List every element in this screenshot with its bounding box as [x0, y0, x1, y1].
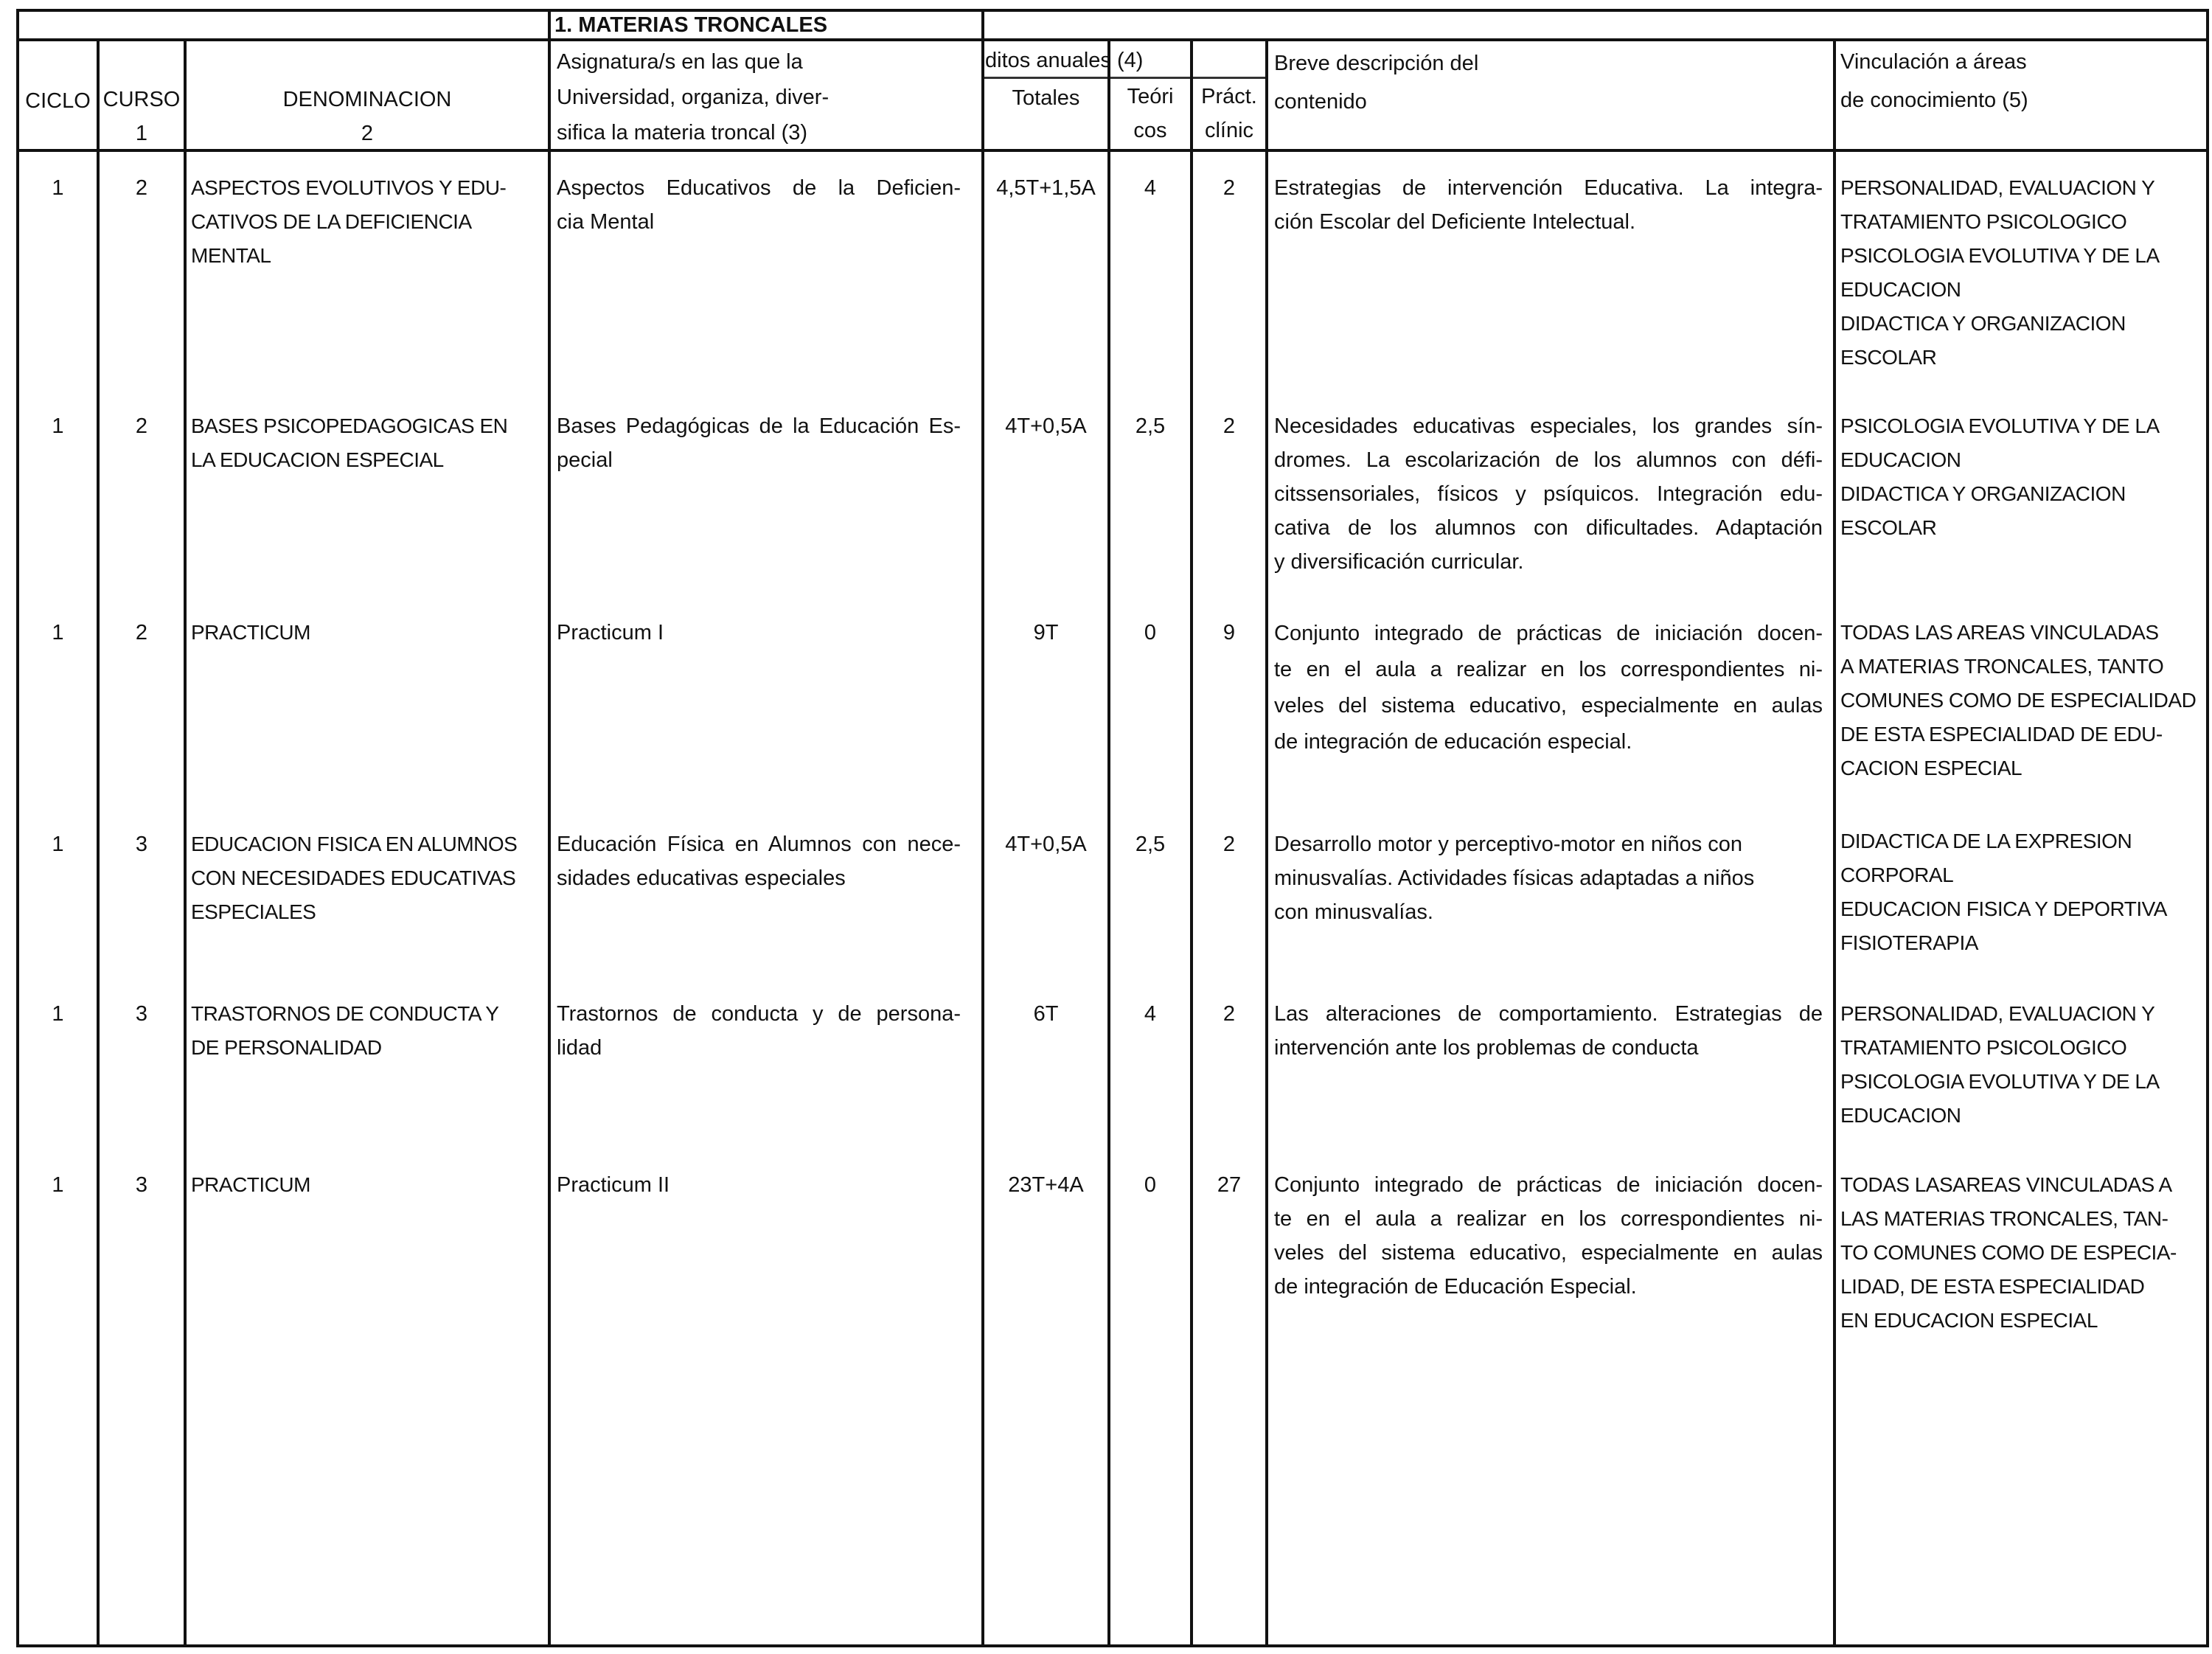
cell-totales: 4,5T+1,5A	[996, 176, 1096, 200]
col-rule-denominacion	[548, 9, 551, 1647]
header-totales-label: Totales	[1012, 86, 1080, 110]
cell-totales: 4T+0,5A	[1005, 833, 1087, 856]
text-line: DIDACTICA Y ORGANIZACION	[1840, 482, 2126, 505]
text-line: ESCOLAR	[1840, 516, 1937, 539]
cell-teoricos: 4	[1144, 1002, 1157, 1026]
text-line: citssensoriales, físicos y psíquicos. Integración edu-	[1274, 482, 1823, 506]
title-rule	[16, 38, 2209, 41]
cell-denominacion	[191, 171, 545, 273]
cell-practicos: 27	[1217, 1173, 1242, 1197]
cell-teoricos: 2,5	[1135, 833, 1166, 856]
text-line: EDUCACION	[1840, 1104, 1961, 1127]
cell-descripcion	[1274, 616, 1823, 760]
text-line: TRATAMIENTO PSICOLOGICO	[1840, 210, 2127, 233]
cell-practicos: 2	[1222, 176, 1236, 200]
cell-curso: 3	[135, 1002, 148, 1026]
cell-teoricos: 0	[1144, 621, 1157, 644]
header-creditos-label: ditos anuales (4)	[985, 49, 1144, 72]
cell-vinculacion	[1840, 171, 2206, 375]
text-line: veles del sistema educativo, especialmente en aulas	[1274, 694, 1823, 717]
header-vinculacion	[1840, 43, 2202, 119]
cell-asignatura	[557, 827, 961, 895]
text-line: cativa de los alumnos con dificultades. Adaptación	[1274, 516, 1823, 540]
text-line: LIDAD, DE ESTA ESPECIALIDAD	[1840, 1275, 2145, 1298]
text-line: PERSONALIDAD, EVALUACION Y	[1840, 1002, 2155, 1025]
cell-denominacion	[191, 1168, 545, 1202]
text-line: CON NECESIDADES EDUCATIVAS	[191, 866, 516, 889]
cell-practicos: 2	[1222, 833, 1236, 856]
text-line: PERSONALIDAD, EVALUACION Y	[1840, 176, 2155, 199]
cell-descripcion	[1274, 827, 1823, 929]
header-asignatura-line: Universidad, organiza, diver-	[557, 86, 830, 109]
text-line: CATIVOS DE LA DEFICIENCIA	[191, 210, 472, 233]
text-line: ción Escolar del Deficiente Intelectual.	[1274, 210, 1636, 234]
text-line: Necesidades educativas especiales, los grandes sín-	[1274, 414, 1823, 438]
text-line: PSICOLOGIA EVOLUTIVA Y DE LA	[1840, 244, 2160, 267]
text-line: A MATERIAS TRONCALES, TANTO	[1840, 655, 2164, 678]
text-line: EDUCACION FISICA Y DEPORTIVA	[1840, 897, 2167, 920]
header-teoricos-line: Teóri	[1127, 85, 1174, 108]
text-line: BASES PSICOPEDAGOGICAS EN	[191, 414, 508, 437]
text-line: DE PERSONALIDAD	[191, 1036, 382, 1059]
text-line: y diversificación curricular.	[1274, 550, 1524, 574]
cell-totales: 23T+4A	[1008, 1173, 1084, 1197]
text-line: Bases Pedagógicas de la Educación Es-	[557, 414, 961, 438]
text-line: Educación Física en Alumnos con nece-	[557, 833, 961, 856]
cell-teoricos: 2,5	[1135, 414, 1166, 438]
header-denominacion	[187, 83, 548, 150]
text-line: EN EDUCACION ESPECIAL	[1840, 1309, 2098, 1332]
header-ciclo-label: CICLO	[25, 89, 91, 113]
text-line: EDUCACION FISICA EN ALUMNOS	[191, 833, 518, 855]
text-line: CACION ESPECIAL	[1840, 757, 2023, 779]
section-title: 1. MATERIAS TRONCALES	[554, 13, 828, 37]
text-line: COMUNES COMO DE ESPECIALIDAD	[1840, 689, 2197, 712]
header-descripcion	[1274, 44, 1827, 121]
text-line: dromes. La escolarización de los alumnos con défi-	[1274, 448, 1823, 472]
cell-curso: 2	[135, 414, 148, 438]
text-line: te en el aula a realizar en los correspondientes ni-	[1274, 658, 1823, 681]
text-line: LAS MATERIAS TRONCALES, TAN-	[1840, 1207, 2168, 1230]
cell-practicos: 2	[1222, 1002, 1236, 1026]
header-practicos	[1193, 80, 1265, 147]
text-line: te en el aula a realizar en los correspondientes ni-	[1274, 1207, 1823, 1231]
header-practicos-line: Práct.	[1201, 85, 1257, 108]
text-line: Las alteraciones de comportamiento. Estrategias de	[1274, 1002, 1823, 1026]
text-line: CORPORAL	[1840, 864, 1954, 886]
header-asignatura-line: Asignatura/s en las que la	[557, 50, 803, 74]
header-teoricos	[1110, 80, 1190, 147]
header-curso-number: 1	[135, 122, 148, 145]
credits-subrule	[984, 77, 1267, 79]
header-vinculacion-line: de conocimiento (5)	[1840, 88, 2028, 112]
text-line: pecial	[557, 448, 613, 472]
text-line: ESPECIALES	[191, 900, 316, 923]
cell-descripcion	[1274, 171, 1823, 239]
col-rule-descripcion	[1833, 40, 1836, 1647]
header-ciclo	[19, 83, 97, 119]
cell-denominacion	[191, 616, 545, 650]
text-line: ESCOLAR	[1840, 346, 1937, 369]
text-line: intervención ante los problemas de conducta	[1274, 1036, 1699, 1060]
cell-asignatura	[557, 409, 961, 477]
col-rule-practicos	[1265, 40, 1268, 1647]
text-line: TODAS LASAREAS VINCULADAS A	[1840, 1173, 2172, 1196]
cell-denominacion	[191, 409, 545, 477]
cell-totales: 4T+0,5A	[1005, 414, 1087, 438]
cell-asignatura	[557, 616, 961, 650]
text-line: Practicum II	[557, 1173, 670, 1197]
header-vinculacion-line: Vinculación a áreas	[1840, 50, 2027, 74]
text-line: TODAS LAS AREAS VINCULADAS	[1840, 621, 2159, 644]
cell-totales: 9T	[1033, 621, 1059, 644]
cell-ciclo: 1	[52, 1173, 64, 1197]
text-line: TRATAMIENTO PSICOLOGICO	[1840, 1036, 2127, 1059]
cell-ciclo: 1	[52, 833, 64, 856]
cell-descripcion	[1274, 409, 1823, 579]
text-line: PRACTICUM	[191, 621, 310, 644]
text-line: DE ESTA ESPECIALIDAD DE EDU-	[1840, 723, 2163, 746]
header-asignatura	[557, 44, 977, 150]
cell-asignatura	[557, 171, 961, 239]
cell-denominacion	[191, 827, 545, 929]
text-line: FISIOTERAPIA	[1840, 931, 1978, 954]
text-line: veles del sistema educativo, especialmente en aulas	[1274, 1241, 1823, 1265]
header-teoricos-line: cos	[1133, 119, 1167, 142]
text-line: con minusvalías.	[1274, 900, 1433, 924]
text-line: de integración de educación especial.	[1274, 730, 1632, 754]
cell-ciclo: 1	[52, 414, 64, 438]
cell-curso: 3	[135, 1173, 148, 1197]
cell-vinculacion	[1840, 1168, 2206, 1338]
cell-vinculacion	[1840, 997, 2206, 1133]
text-line: de integración de Educación Especial.	[1274, 1275, 1637, 1299]
cell-asignatura	[557, 1168, 961, 1202]
cell-ciclo: 1	[52, 1002, 64, 1026]
header-denominacion-number: 2	[361, 122, 374, 145]
cell-descripcion	[1274, 1168, 1823, 1304]
cell-practicos: 9	[1222, 621, 1236, 644]
cell-teoricos: 4	[1144, 176, 1157, 200]
text-line: Desarrollo motor y perceptivo-motor en niños con	[1274, 833, 1743, 856]
cell-curso: 2	[135, 176, 148, 200]
text-line: ASPECTOS EVOLUTIVOS Y EDU-	[191, 176, 507, 199]
text-line: PSICOLOGIA EVOLUTIVA Y DE LA	[1840, 414, 2160, 437]
text-line: Conjunto integrado de prácticas de iniciación docen-	[1274, 622, 1823, 645]
cell-curso: 2	[135, 621, 148, 644]
header-practicos-line: clínic	[1204, 119, 1254, 142]
text-line: Conjunto integrado de prácticas de iniciación docen-	[1274, 1173, 1823, 1197]
cell-ciclo: 1	[52, 621, 64, 644]
text-line: DIDACTICA DE LA EXPRESION	[1840, 830, 2132, 852]
text-line: cia Mental	[557, 210, 655, 234]
header-totales	[984, 80, 1107, 117]
text-line: EDUCACION	[1840, 448, 1961, 471]
cell-totales: 6T	[1033, 1002, 1059, 1026]
header-descripcion-line: contenido	[1274, 90, 1367, 114]
header-creditos-anuales	[985, 44, 1265, 77]
text-line: Trastornos de conducta y de persona-	[557, 1002, 961, 1026]
cell-practicos: 2	[1222, 414, 1236, 438]
text-line: Aspectos Educativos de la Deficien-	[557, 176, 961, 200]
header-denominacion-label: DENOMINACION	[282, 88, 452, 111]
text-line: EDUCACION	[1840, 278, 1961, 301]
text-line: lidad	[557, 1036, 602, 1060]
text-line: MENTAL	[191, 244, 271, 267]
cell-teoricos: 0	[1144, 1173, 1157, 1197]
header-descripcion-line: Breve descripción del	[1274, 52, 1479, 75]
header-curso-label: CURSO	[102, 88, 181, 111]
cell-vinculacion	[1840, 409, 2206, 545]
cell-vinculacion	[1840, 616, 2206, 785]
text-line: DIDACTICA Y ORGANIZACION	[1840, 312, 2126, 335]
text-line: TO COMUNES COMO DE ESPECIA-	[1840, 1241, 2177, 1264]
text-line: Practicum I	[557, 621, 664, 644]
cell-denominacion	[191, 997, 545, 1065]
cell-asignatura	[557, 997, 961, 1065]
text-line: LA EDUCACION ESPECIAL	[191, 448, 444, 471]
header-curso	[100, 83, 184, 150]
text-line: PSICOLOGIA EVOLUTIVA Y DE LA	[1840, 1070, 2160, 1093]
cell-curso: 3	[135, 833, 148, 856]
header-asignatura-line: sifica la materia troncal (3)	[557, 121, 808, 145]
col-rule-curso	[184, 40, 187, 1647]
text-line: TRASTORNOS DE CONDUCTA Y	[191, 1002, 499, 1025]
cell-ciclo: 1	[52, 176, 64, 200]
text-line: sidades educativas especiales	[557, 866, 846, 890]
cell-descripcion	[1274, 997, 1823, 1065]
text-line: minusvalías. Actividades físicas adaptadas a niños	[1274, 866, 1755, 890]
cell-vinculacion	[1840, 824, 2206, 960]
text-line: Estrategias de intervención Educativa. La integra-	[1274, 176, 1823, 200]
text-line: PRACTICUM	[191, 1173, 310, 1196]
